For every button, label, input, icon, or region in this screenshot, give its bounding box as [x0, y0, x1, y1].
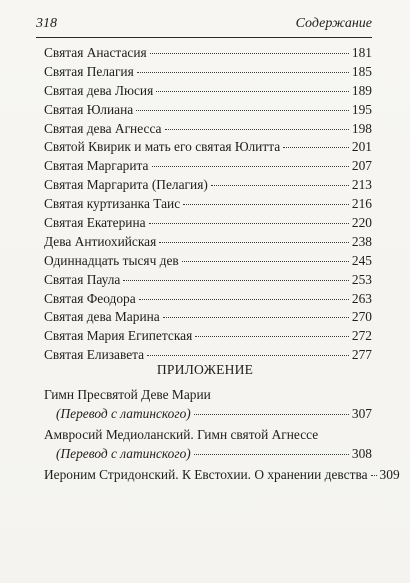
- toc-entry-page: 195: [351, 101, 372, 117]
- dot-leader: [149, 223, 349, 224]
- appendix-entry-line: [44, 466, 400, 485]
- toc-entry-title: Святая Маргарита (Пелагия): [44, 177, 208, 193]
- dot-leader: [137, 72, 349, 73]
- toc-entry: [44, 252, 372, 271]
- appendix-entry: [44, 466, 400, 485]
- toc-entry: [44, 138, 372, 157]
- toc-entry-title: Святой Квирик и мать его святая Юлитта: [44, 139, 281, 155]
- toc-entry: [44, 157, 372, 176]
- toc-entry: [44, 214, 372, 233]
- toc-entry: [44, 101, 372, 120]
- dot-leader: [139, 299, 349, 300]
- toc-entry-page: 181: [351, 45, 372, 60]
- dot-leader: [147, 355, 349, 356]
- dot-leader: [156, 91, 349, 92]
- toc-entry-page: 270: [351, 309, 372, 325]
- toc-entry-title: Святая Юлиана: [44, 101, 134, 117]
- toc-entry-title: Святая Маргарита: [44, 158, 149, 174]
- dot-leader: [211, 185, 349, 186]
- appendix-entry: [44, 426, 372, 463]
- toc-entry: [44, 44, 372, 63]
- toc-entry-title: Святая Елизавета: [44, 347, 145, 363]
- toc-entry: [44, 195, 372, 214]
- dot-leader: [150, 53, 349, 54]
- appendix-entry-subtitle: (Перевод с латинского): [56, 445, 191, 461]
- appendix-entry-subline: [44, 445, 372, 464]
- toc-entry: [44, 63, 372, 82]
- toc-entry-page: 185: [351, 63, 372, 79]
- appendix-entry-subline: [44, 405, 372, 424]
- toc-entry: [44, 233, 372, 252]
- dot-leader: [165, 129, 349, 130]
- appendix-entry-page: 308: [351, 445, 372, 461]
- toc-entry: [44, 308, 372, 327]
- appendix-entry-page: 309: [379, 467, 400, 482]
- appendix-entry-subtitle: (Перевод с латинского): [56, 405, 191, 421]
- appendix-entry-title: Иероним Стридонский. К Евстохии. О хранении девства: [44, 467, 368, 482]
- toc-entry-title: Святая куртизанка Таис: [44, 196, 181, 212]
- toc-entry-page: 263: [351, 290, 372, 306]
- dot-leader: [159, 242, 349, 243]
- dot-leader: [123, 280, 349, 281]
- appendix-entry-page: 307: [351, 405, 372, 421]
- toc-entry: [44, 290, 372, 309]
- table-of-contents: [44, 44, 372, 365]
- appendix-entry-title: Амвросий Медиоланский. Гимн святой Агнессе: [44, 427, 319, 442]
- toc-entry: [44, 271, 372, 290]
- page-number: 318: [36, 16, 57, 31]
- appendix-list: [44, 386, 400, 488]
- toc-entry-title: Святая дева Люсия: [44, 82, 154, 98]
- toc-entry-title: Святая Екатерина: [44, 215, 146, 231]
- toc-entry-title: Святая дева Агнесса: [44, 120, 162, 136]
- toc-entry-title: Святая Пелагия: [44, 63, 134, 79]
- dot-leader: [182, 261, 349, 262]
- toc-entry-title: Святая Паула: [44, 271, 121, 287]
- toc-entry: [44, 82, 372, 101]
- toc-entry-page: 189: [351, 82, 372, 98]
- toc-entry-page: 245: [351, 252, 372, 268]
- toc-entry-title: Святая дева Марина: [44, 309, 160, 325]
- toc-entry-page: 198: [351, 120, 372, 136]
- dot-leader: [183, 204, 349, 205]
- toc-entry-title: Святая Феодора: [44, 290, 136, 306]
- dot-leader: [283, 147, 349, 148]
- toc-entry-page: 213: [351, 177, 372, 193]
- toc-entry-title: Святая Мария Египетская: [44, 328, 193, 344]
- toc-entry-page: 253: [351, 271, 372, 287]
- toc-entry-title: Дева Антиохийская: [44, 233, 157, 249]
- toc-entry-page: 201: [351, 139, 372, 155]
- toc-entry-page: 216: [351, 196, 372, 212]
- toc-entry-page: 277: [351, 347, 372, 363]
- toc-entry-page: 272: [351, 328, 372, 344]
- toc-entry-title: Святая Анастасия: [44, 45, 147, 60]
- toc-entry: [44, 327, 372, 346]
- toc-entry-page: 238: [351, 233, 372, 249]
- dot-leader: [194, 454, 349, 455]
- appendix-heading: ПРИЛОЖЕНИЕ: [156, 362, 254, 377]
- toc-entry-page: 207: [351, 158, 372, 174]
- dot-leader: [163, 317, 349, 318]
- dot-leader: [194, 414, 349, 415]
- running-title: Содержание: [295, 16, 372, 31]
- appendix-entry: [44, 386, 372, 423]
- header-rule: [36, 37, 372, 38]
- dot-leader: [371, 475, 377, 476]
- dot-leader: [136, 110, 349, 111]
- appendix-entry-title: Гимн Пресвятой Деве Марии: [44, 387, 211, 402]
- toc-entry: [44, 176, 372, 195]
- toc-entry-title: Одиннадцать тысяч дев: [44, 252, 179, 268]
- dot-leader: [195, 336, 349, 337]
- dot-leader: [152, 166, 349, 167]
- toc-entry: [44, 120, 372, 139]
- page-header: [36, 14, 372, 36]
- toc-entry-page: 220: [351, 215, 372, 231]
